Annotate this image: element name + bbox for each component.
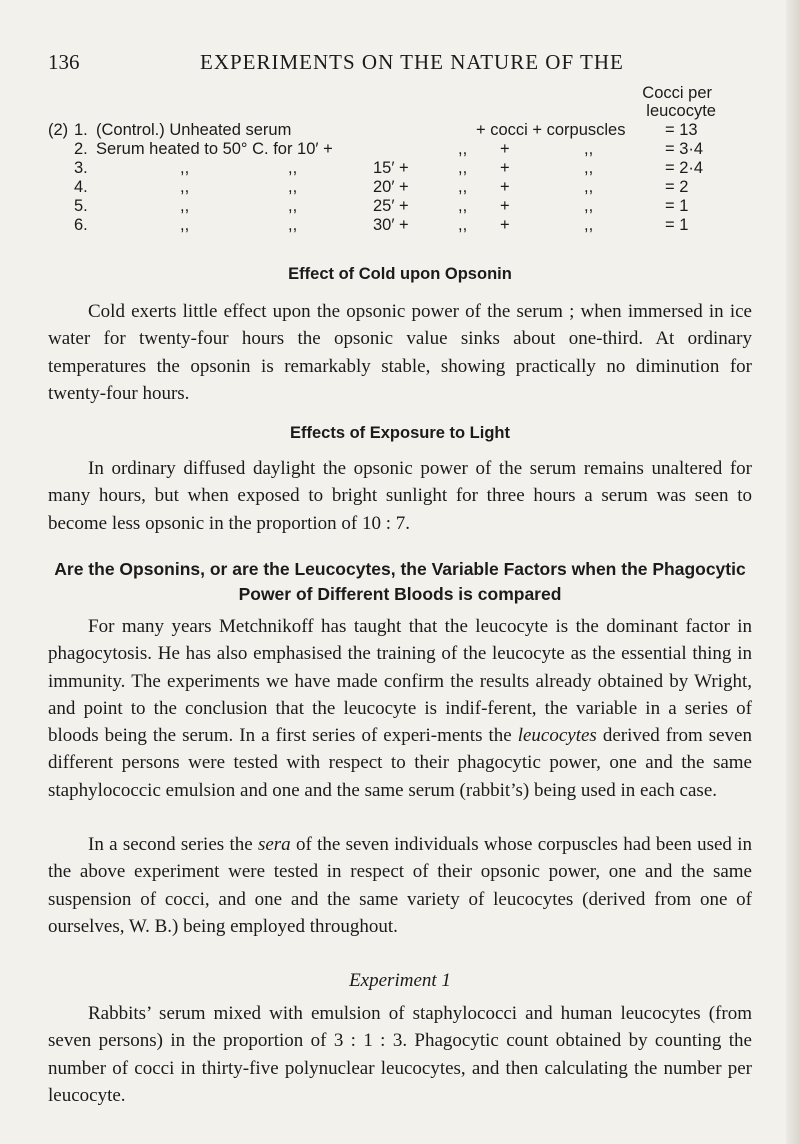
table-row-ditto: ,, bbox=[180, 159, 190, 177]
table-row-time: 25′ + bbox=[373, 197, 409, 215]
table-row-num: 6. bbox=[74, 216, 88, 234]
table-row-value: = 1 bbox=[665, 197, 689, 215]
table-row-num: 1. bbox=[74, 121, 88, 139]
table-row-ditto: ,, bbox=[584, 216, 594, 234]
section-heading-cold: Effect of Cold upon Opsonin bbox=[288, 265, 512, 283]
table-row-ditto: ,, bbox=[458, 159, 468, 177]
table-row-plus: + bbox=[500, 140, 510, 158]
table-column-header-line1: Cocci per bbox=[642, 84, 712, 102]
page-edge-shadow bbox=[786, 0, 800, 1144]
table-row-time: 15′ + bbox=[373, 159, 409, 177]
table-row-time: 30′ + bbox=[373, 216, 409, 234]
table-row-plus: + bbox=[500, 178, 510, 196]
running-head bbox=[0, 50, 800, 80]
table-row-ditto: ,, bbox=[584, 159, 594, 177]
paragraph-text: of the seven individuals whose corpuscles had been used in the above experiment were tested in respect of their opsonic power, one and the same suspension of cocci, and one and the same variety of leucocytes (derived from one of ourselves, W. B.) being employed throughout. bbox=[48, 834, 752, 937]
emphasis-leucocytes: leucocytes bbox=[517, 725, 597, 747]
table-row-ditto: ,, bbox=[458, 197, 468, 215]
table-row-num: 5. bbox=[74, 197, 88, 215]
section-heading-opsonins-line1: Are the Opsonins, or are the Leucocytes, the Variable Factors when the Phagocytic bbox=[54, 559, 746, 579]
section-heading-opsonins-line2: Power of Different Bloods is compared bbox=[238, 584, 562, 604]
table-row-value: = 1 bbox=[665, 216, 689, 234]
paragraph-text: For many years Metchnikoff has taught that the leucocyte is the dominant factor in phagocytosis. He has also emphasised the training of the leucocyte as the essential thing in immunity. The experiments we have made confirm the results already obtained by Wright, and point to the conclusion that the leucocyte is indif-ferent, the variable in a series of bloods being the serum. In a first series of experi-ments the bbox=[48, 616, 752, 747]
table-column-header-line2: leucocyte bbox=[646, 102, 716, 120]
table-row-ditto: ,, bbox=[288, 197, 298, 215]
table-row-time: 20′ + bbox=[373, 178, 409, 196]
table-label: (2) bbox=[48, 121, 69, 139]
table-row-plus: + bbox=[500, 159, 510, 177]
paragraph-light: In ordinary diffused daylight the opsonic power of the serum remains unaltered for many hours, but when exposed to bright sunlight for three hours a serum was seen to become less opsonic in the proportion of 10 : 7. bbox=[48, 458, 752, 534]
table-row-num: 2. bbox=[74, 140, 88, 158]
paragraph-metchnikoff bbox=[48, 613, 752, 804]
table-row-ditto: ,, bbox=[458, 216, 468, 234]
table-row-num: 3. bbox=[74, 159, 88, 177]
table-row-value: = 2·4 bbox=[665, 159, 704, 177]
paragraph-cold: Cold exerts little effect upon the opsonic power of the serum ; when immersed in ice water for twenty-four hours the opsonic value sinks about one-third. At ordinary temperatures the opsonin is remarkably stable, showing practically no diminution for twenty-four hours. bbox=[48, 301, 752, 404]
section-heading-light: Effects of Exposure to Light bbox=[289, 424, 510, 442]
table-row-ditto: ,, bbox=[288, 178, 298, 196]
table-row-ditto: ,, bbox=[180, 197, 190, 215]
table-row-ditto: ,, bbox=[288, 159, 298, 177]
paragraph-text: In a second series the bbox=[88, 834, 258, 855]
emphasis-sera: sera bbox=[257, 834, 291, 855]
table-row-num: 4. bbox=[74, 178, 88, 196]
table-row-plus: + bbox=[500, 216, 510, 234]
table-row-ditto: ,, bbox=[584, 197, 594, 215]
table-row-value: = 13 bbox=[665, 121, 698, 139]
table-row-ditto: ,, bbox=[458, 140, 468, 158]
table-row-ditto: ,, bbox=[458, 178, 468, 196]
table-row-mid: + cocci + corpuscles bbox=[476, 121, 626, 139]
table-row-ditto: ,, bbox=[584, 178, 594, 196]
experiment-title: Experiment 1 bbox=[349, 970, 451, 991]
table-row-text: Serum heated to 50° C. for 10′ + bbox=[96, 140, 333, 158]
paragraph-experiment-1: Rabbits’ serum mixed with emulsion of staphylococci and human leucocytes (from seven persons) in the proportion of 3 : 1 : 3. Phagocytic count obtained by counting the number of cocci in thirty-five polynuclear leucocytes, and then calculating the number per leucocyte. bbox=[48, 1003, 752, 1106]
table-row-ditto: ,, bbox=[288, 216, 298, 234]
table-row-ditto: ,, bbox=[584, 140, 594, 158]
table-row-ditto: ,, bbox=[180, 178, 190, 196]
table-row-text: (Control.) Unheated serum bbox=[96, 121, 292, 139]
paragraph-text: derived from seven different persons were tested with respect to their phagocytic power, one and the same staphylococcic emulsion and one and the same serum (rabbit’s) being used in each case. bbox=[48, 725, 752, 801]
page-number: 136 bbox=[48, 50, 80, 74]
table-row-value: = 3·4 bbox=[665, 140, 704, 158]
experiment-table bbox=[48, 84, 748, 284]
table-row-value: = 2 bbox=[665, 178, 689, 196]
table-row-plus: + bbox=[500, 197, 510, 215]
paragraph-second-series bbox=[48, 831, 752, 940]
running-title: EXPERIMENTS ON THE NATURE OF THE bbox=[200, 50, 624, 74]
table-row-ditto: ,, bbox=[180, 216, 190, 234]
